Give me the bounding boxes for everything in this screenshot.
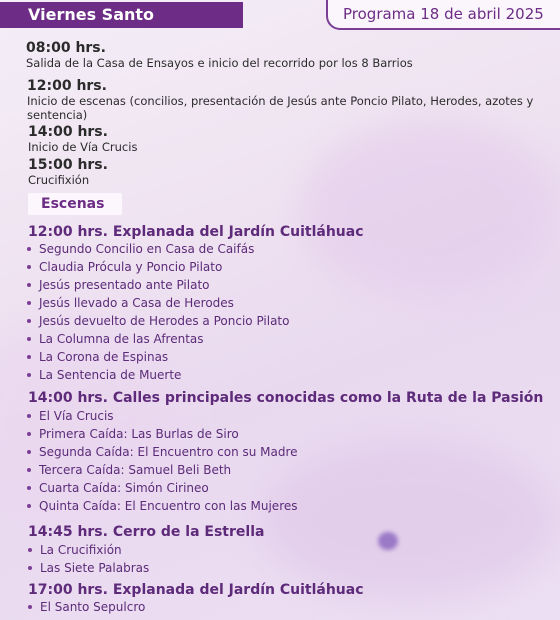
schedule-time: 14:00 hrs. <box>28 124 108 140</box>
section-title: 17:00 hrs. Explanada del Jardín Cuitláhuac <box>28 582 364 598</box>
escenas-label: Escenas <box>28 193 122 215</box>
background-blob <box>260 440 560 600</box>
schedule-time: 08:00 hrs. <box>26 40 106 56</box>
decorative-dot <box>378 532 398 550</box>
section-title: 12:00 hrs. Explanada del Jardín Cuitláhuac <box>28 224 364 240</box>
schedule-text: Inicio de escenas (concilios, presentación de Jesús ante Poncio Pilato, Herodes, azotes y sentencia) <box>27 94 534 122</box>
schedule-text: Inicio de Vía Crucis <box>28 140 138 154</box>
schedule-item <box>28 157 558 187</box>
scene-list <box>28 598 145 616</box>
schedule-time: 15:00 hrs. <box>28 157 108 173</box>
list-item: Jesús devuelto de Herodes a Poncio Pilato <box>27 312 289 330</box>
list-item: Jesús presentado ante Pilato <box>27 276 289 294</box>
section-title: 14:00 hrs. Calles principales conocidas como la Ruta de la Pasión <box>28 390 544 406</box>
list-item: El Vía Crucis <box>27 407 298 425</box>
list-item: Las Siete Palabras <box>28 559 149 577</box>
list-item: La Sentencia de Muerte <box>27 366 289 384</box>
day-title: Viernes Santo <box>0 2 243 28</box>
scene-list <box>28 541 149 577</box>
scene-list <box>27 240 289 384</box>
list-item: Cuarta Caída: Simón Cirineo <box>27 479 298 497</box>
section-title: 14:45 hrs. Cerro de la Estrella <box>28 524 265 540</box>
schedule-item <box>28 124 558 154</box>
program-date-tab: Programa 18 de abril 2025 <box>326 0 560 30</box>
schedule-item <box>27 78 560 122</box>
list-item: La Columna de las Afrentas <box>27 330 289 348</box>
schedule-text: Salida de la Casa de Ensayos e inicio del recorrido por los 8 Barrios <box>26 56 413 70</box>
schedule-text: Crucifixión <box>28 173 90 187</box>
list-item: Claudia Prócula y Poncio Pilato <box>27 258 289 276</box>
schedule-time: 12:00 hrs. <box>27 78 107 94</box>
list-item: Segunda Caída: El Encuentro con su Madre <box>27 443 298 461</box>
list-item: El Santo Sepulcro <box>28 598 145 616</box>
list-item: Tercera Caída: Samuel Beli Beth <box>27 461 298 479</box>
list-item: Quinta Caída: El Encuentro con las Mujeres <box>27 497 298 515</box>
schedule-item <box>26 40 560 70</box>
list-item: Primera Caída: Las Burlas de Siro <box>27 425 298 443</box>
list-item: La Corona de Espinas <box>27 348 289 366</box>
list-item: La Crucifixión <box>28 541 149 559</box>
list-item: Segundo Concilio en Casa de Caifás <box>27 240 289 258</box>
list-item: Jesús llevado a Casa de Herodes <box>27 294 289 312</box>
scene-list <box>27 407 298 515</box>
